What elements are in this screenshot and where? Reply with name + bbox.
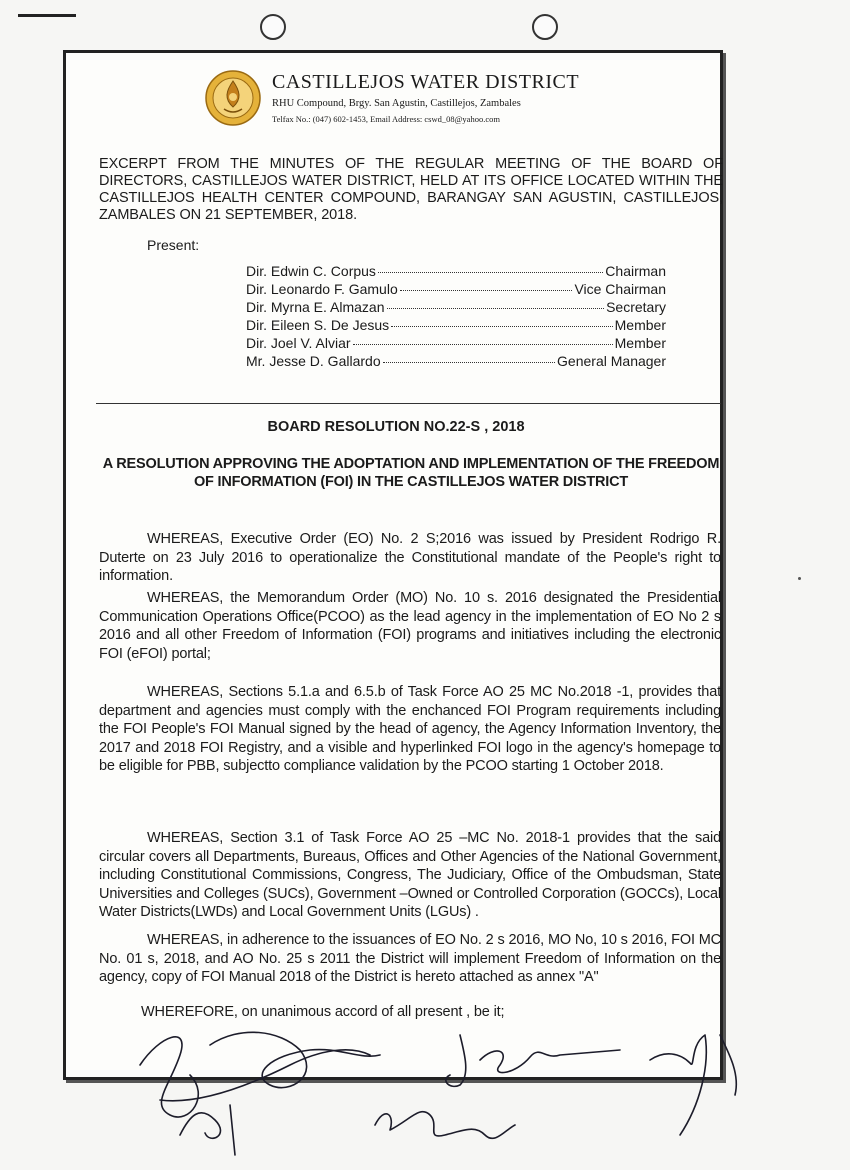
attendee-row [246, 353, 666, 371]
district-address: RHU Compound, Brgy. San Agustin, Castillejos, Zambales [272, 98, 521, 109]
whereas-paragraph: WHEREAS, in adherence to the issuances of EO No. 2 s 2016, MO No, 10 s 2016, FOI MC No. 01 s, 2018, and AO No. 25 s 2011 the District will implement Freedom of Information on the agency, copy of FOI Manual 2018 of the District is hereto attached as annex "A" [99, 932, 721, 985]
attendee-row [246, 335, 666, 353]
attendee-name: Dir. Eileen S. De Jesus [246, 317, 390, 333]
attendee-row [246, 299, 666, 317]
attendee-row [246, 281, 666, 299]
attendee-role: Vice Chairman [574, 281, 666, 297]
attendee-role: General Manager [557, 353, 666, 369]
minutes-excerpt: EXCERPT FROM THE MINUTES OF THE REGULAR MEETING OF THE BOARD OF DIRECTORS, CASTILLEJOS WATER DISTRICT, HELD AT ITS OFFICE LOCATED WITHIN THE CASTILLEJOS HEALTH CENTER COMPOUND, BARANGAY SAN AGUSTIN, CASTILLEJOS, ZAMBALES ON 21 SEPTEMBER, 2018. [99, 156, 723, 223]
whereas-paragraph: WHEREAS, Section 3.1 of Task Force AO 25 –MC No. 2018-1 provides that the said circular covers all Departments, Bureaus, Offices and Other Agencies of the National Government, including Constitutional Commissions, Congress, The Judiciary, Office of the Ombudsman, State Universities and Colleges (SUCs), Government –Owned or Controlled Corporation (GOCCs), Local Water Districts(LWDs) and Local Government Units (LGUs) . [99, 830, 721, 920]
attendee-name: Dir. Edwin C. Corpus [246, 263, 376, 279]
leader-dots [391, 326, 612, 327]
signature-mark [375, 1112, 515, 1139]
attendee-name: Dir. Joel V. Alviar [246, 335, 351, 351]
attendee-name: Dir. Leonardo F. Gamulo [246, 281, 398, 297]
document-frame [63, 50, 723, 1080]
scan-mark [18, 14, 76, 17]
wherefore-paragraph: WHEREFORE, on unanimous accord of all present , be it; [141, 1004, 505, 1020]
attendee-role: Member [614, 317, 666, 333]
district-contact: Telfax No.: (047) 602-1453, Email Address: cswd_08@yahoo.com [272, 114, 500, 124]
punch-hole-left [260, 14, 286, 40]
leader-dots [353, 344, 613, 345]
attendee-row [246, 263, 666, 281]
leader-dots [387, 308, 605, 309]
attendee-role: Member [614, 335, 666, 351]
whereas-paragraph: WHEREAS, Executive Order (EO) No. 2 S;2016 was issued by President Rodrigo R. Duterte on 23 July 2016 to operationalize the Constitutional mandate of the People's right to information. [99, 531, 721, 584]
leader-dots [383, 362, 555, 363]
punch-hole-right [532, 14, 558, 40]
present-label: Present: [147, 237, 200, 253]
attendee-list [246, 263, 666, 371]
speck [798, 577, 801, 580]
leader-dots [378, 272, 603, 273]
section-divider [96, 403, 721, 404]
leader-dots [400, 290, 573, 291]
attendee-row [246, 317, 666, 335]
attendee-role: Secretary [606, 299, 666, 315]
whereas-paragraph: WHEREAS, the Memorandum Order (MO) No. 10 s. 2016 designated the Presidential Communication Operations Office(PCOO) as the lead agency in the implementation of EO No 2 s 2016 and all other Freedom of Information (FOI) programs and initiatives including the electronic FOI (eFOI) portal; [99, 590, 721, 662]
attendee-name: Mr. Jesse D. Gallardo [246, 353, 381, 369]
district-logo-icon [204, 69, 262, 127]
resolution-number: BOARD RESOLUTION NO.22-S , 2018 [267, 419, 525, 435]
attendee-role: Chairman [605, 263, 666, 279]
letterhead [204, 67, 664, 137]
signature-mark [180, 1105, 235, 1155]
resolution-title: A RESOLUTION APPROVING THE ADOPTATION AND IMPLEMENTATION OF THE FREEDOM OF INFORMATION (FOI) IN THE CASTILLEJOS WATER DISTRICT [102, 456, 720, 490]
district-name: CASTILLEJOS WATER DISTRICT [272, 71, 580, 93]
whereas-paragraph: WHEREAS, Sections 5.1.a and 6.5.b of Task Force AO 25 MC No.2018 -1, provides that department and agencies must comply with the enchanced FOI Program requirements including the FOI People's FOI Manual signed by the head of agency, the Agency Information Inventory, the 2017 and 2018 FOI Registry, and a visible and hyperlinked FOI logo in the agency's homepage to be eligible for PBB, subjectto compliance validation by the PCOO starting 1 October 2018. [99, 684, 721, 774]
attendee-name: Dir. Myrna E. Almazan [246, 299, 385, 315]
